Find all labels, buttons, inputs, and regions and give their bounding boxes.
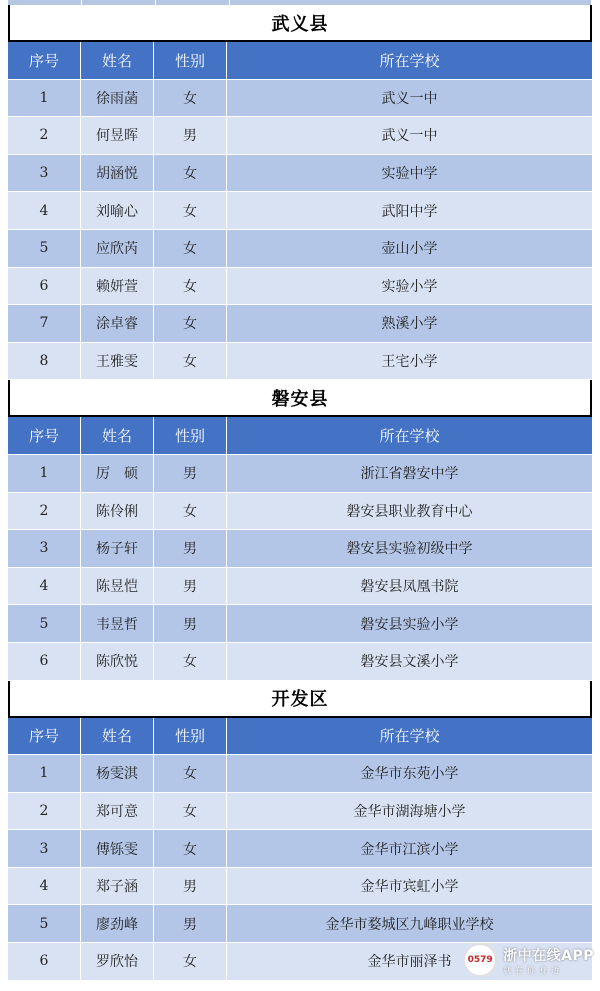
table-cell: 2 bbox=[8, 117, 81, 154]
header-cell: 所在学校 bbox=[379, 427, 440, 446]
table-cell: 女 bbox=[154, 793, 227, 830]
header-cell: 所在学校 bbox=[379, 51, 440, 70]
table-cell: 2 bbox=[8, 493, 81, 530]
table-cell: 男 bbox=[154, 117, 227, 154]
table-cell: 磐安县凤凰书院 bbox=[360, 579, 459, 596]
table-cell: 男 bbox=[154, 868, 227, 905]
region-title: 开发区 bbox=[8, 681, 592, 718]
table-cell: 浙江省磐安中学 bbox=[360, 466, 459, 483]
table-cell: 男 bbox=[154, 905, 227, 942]
table-cell: 韦昱哲 bbox=[81, 605, 154, 642]
table-row bbox=[8, 305, 592, 343]
table-cell: 1 bbox=[8, 455, 81, 492]
table-cell: 8 bbox=[8, 343, 81, 380]
table-cell: 5 bbox=[8, 605, 81, 642]
header-cell: 序号 bbox=[8, 718, 81, 755]
previous-table-edge bbox=[8, 0, 592, 5]
document-page bbox=[8, 0, 592, 981]
table-cell: 4 bbox=[8, 568, 81, 605]
table-cell: 5 bbox=[8, 230, 81, 267]
region-title: 武义县 bbox=[8, 5, 592, 42]
table-row bbox=[8, 755, 592, 793]
table-cell: 2 bbox=[8, 793, 81, 830]
table-row bbox=[8, 568, 592, 606]
table-row bbox=[8, 268, 592, 306]
table-cell: 女 bbox=[154, 192, 227, 229]
table-cell: 磐安县实验小学 bbox=[360, 616, 459, 633]
table-cell: 涂卓睿 bbox=[81, 305, 154, 342]
table-cell: 厉 硕 bbox=[81, 455, 154, 492]
table-cell: 陈伶俐 bbox=[81, 493, 154, 530]
table-cell: 4 bbox=[8, 192, 81, 229]
table-cell: 7 bbox=[8, 305, 81, 342]
table-cell: 金华市丽泽书 bbox=[367, 954, 452, 971]
table-cell: 6 bbox=[8, 943, 81, 980]
table-cell: 3 bbox=[8, 830, 81, 867]
table-cell: 武义一中 bbox=[381, 128, 438, 145]
table-row bbox=[8, 192, 592, 230]
table-cell: 陈欣悦 bbox=[81, 643, 154, 680]
tables-container bbox=[8, 5, 592, 981]
table-cell: 女 bbox=[154, 230, 227, 267]
table-cell: 赖妍萱 bbox=[81, 268, 154, 305]
table-cell: 何昱晖 bbox=[81, 117, 154, 154]
table-cell: 磐安县文溪小学 bbox=[360, 654, 459, 671]
table-cell: 金华市江滨小学 bbox=[360, 841, 459, 858]
table-row bbox=[8, 605, 592, 643]
table-cell: 陈昱恺 bbox=[81, 568, 154, 605]
table-cell: 男 bbox=[154, 605, 227, 642]
table-row bbox=[8, 117, 592, 155]
table-cell: 6 bbox=[8, 643, 81, 680]
header-cell: 所在学校 bbox=[379, 727, 440, 746]
table-cell: 傅铄雯 bbox=[81, 830, 154, 867]
table-cell: 女 bbox=[154, 80, 227, 117]
table-cell: 女 bbox=[154, 155, 227, 192]
table-cell: 女 bbox=[154, 268, 227, 305]
table-row bbox=[8, 230, 592, 268]
table-cell: 3 bbox=[8, 155, 81, 192]
table-cell: 徐雨菡 bbox=[81, 80, 154, 117]
table-cell: 郑可意 bbox=[81, 793, 154, 830]
table-row bbox=[8, 830, 592, 868]
table-row bbox=[8, 80, 592, 118]
table-cell: 1 bbox=[8, 755, 81, 792]
table-cell: 磐安县实验初级中学 bbox=[346, 541, 473, 558]
table-row bbox=[8, 868, 592, 906]
header-cell: 序号 bbox=[8, 417, 81, 454]
table-cell: 壶山小学 bbox=[381, 241, 438, 258]
table-cell: 廖劲峰 bbox=[81, 905, 154, 942]
table-cell: 王雅雯 bbox=[81, 343, 154, 380]
table-cell: 女 bbox=[154, 305, 227, 342]
table-cell: 王宅小学 bbox=[381, 354, 438, 371]
table-cell: 实验中学 bbox=[381, 166, 438, 183]
table-cell: 4 bbox=[8, 868, 81, 905]
header-cell: 姓名 bbox=[81, 417, 154, 454]
table-cell: 女 bbox=[154, 755, 227, 792]
table-cell: 熟溪小学 bbox=[381, 316, 438, 333]
table-row bbox=[8, 793, 592, 831]
table-cell: 男 bbox=[154, 568, 227, 605]
table-cell: 郑子涵 bbox=[81, 868, 154, 905]
table-row bbox=[8, 530, 592, 568]
app-badge-icon: 0579 bbox=[463, 943, 497, 977]
table-cell: 罗欣怡 bbox=[81, 943, 154, 980]
table-cell: 实验小学 bbox=[381, 278, 438, 295]
watermark-logo bbox=[463, 943, 594, 977]
table-cell: 杨子轩 bbox=[81, 530, 154, 567]
table-header-row bbox=[8, 417, 592, 455]
table-cell: 3 bbox=[8, 530, 81, 567]
table-row bbox=[8, 493, 592, 531]
table-cell: 女 bbox=[154, 830, 227, 867]
table-cell: 刘喻心 bbox=[81, 192, 154, 229]
watermark-sub-text: 就在你身边 bbox=[503, 965, 564, 975]
header-cell: 姓名 bbox=[81, 718, 154, 755]
table-header-row bbox=[8, 42, 592, 80]
table-row bbox=[8, 343, 592, 381]
table-row bbox=[8, 905, 592, 943]
table-cell: 男 bbox=[154, 530, 227, 567]
table-cell: 金华市宾虹小学 bbox=[360, 879, 459, 896]
table-cell: 武阳中学 bbox=[381, 203, 438, 220]
table-cell: 金华市湖海塘小学 bbox=[353, 803, 466, 820]
header-cell: 序号 bbox=[8, 42, 81, 79]
watermark-main-text: 浙中在线APP bbox=[503, 947, 594, 964]
table-row bbox=[8, 643, 592, 681]
header-cell: 性别 bbox=[154, 417, 227, 454]
table-cell: 金华市婺城区九峰职业学校 bbox=[325, 916, 494, 933]
table-cell: 胡涵悦 bbox=[81, 155, 154, 192]
header-cell: 姓名 bbox=[81, 42, 154, 79]
table-cell: 金华市东苑小学 bbox=[360, 766, 459, 783]
table-cell: 杨雯淇 bbox=[81, 755, 154, 792]
region-title: 磐安县 bbox=[8, 380, 592, 417]
header-cell: 性别 bbox=[154, 718, 227, 755]
header-cell: 性别 bbox=[154, 42, 227, 79]
table-cell: 磐安县职业教育中心 bbox=[346, 503, 473, 520]
table-cell: 应欣芮 bbox=[81, 230, 154, 267]
table-cell: 女 bbox=[154, 493, 227, 530]
table-cell: 5 bbox=[8, 905, 81, 942]
table-cell: 武义一中 bbox=[381, 90, 438, 107]
table-row bbox=[8, 155, 592, 193]
table-cell: 女 bbox=[154, 643, 227, 680]
table-cell: 女 bbox=[154, 343, 227, 380]
table-cell: 女 bbox=[154, 943, 227, 980]
table-header-row bbox=[8, 718, 592, 756]
table-cell: 1 bbox=[8, 80, 81, 117]
table-cell: 6 bbox=[8, 268, 81, 305]
table-row bbox=[8, 455, 592, 493]
table-cell: 男 bbox=[154, 455, 227, 492]
